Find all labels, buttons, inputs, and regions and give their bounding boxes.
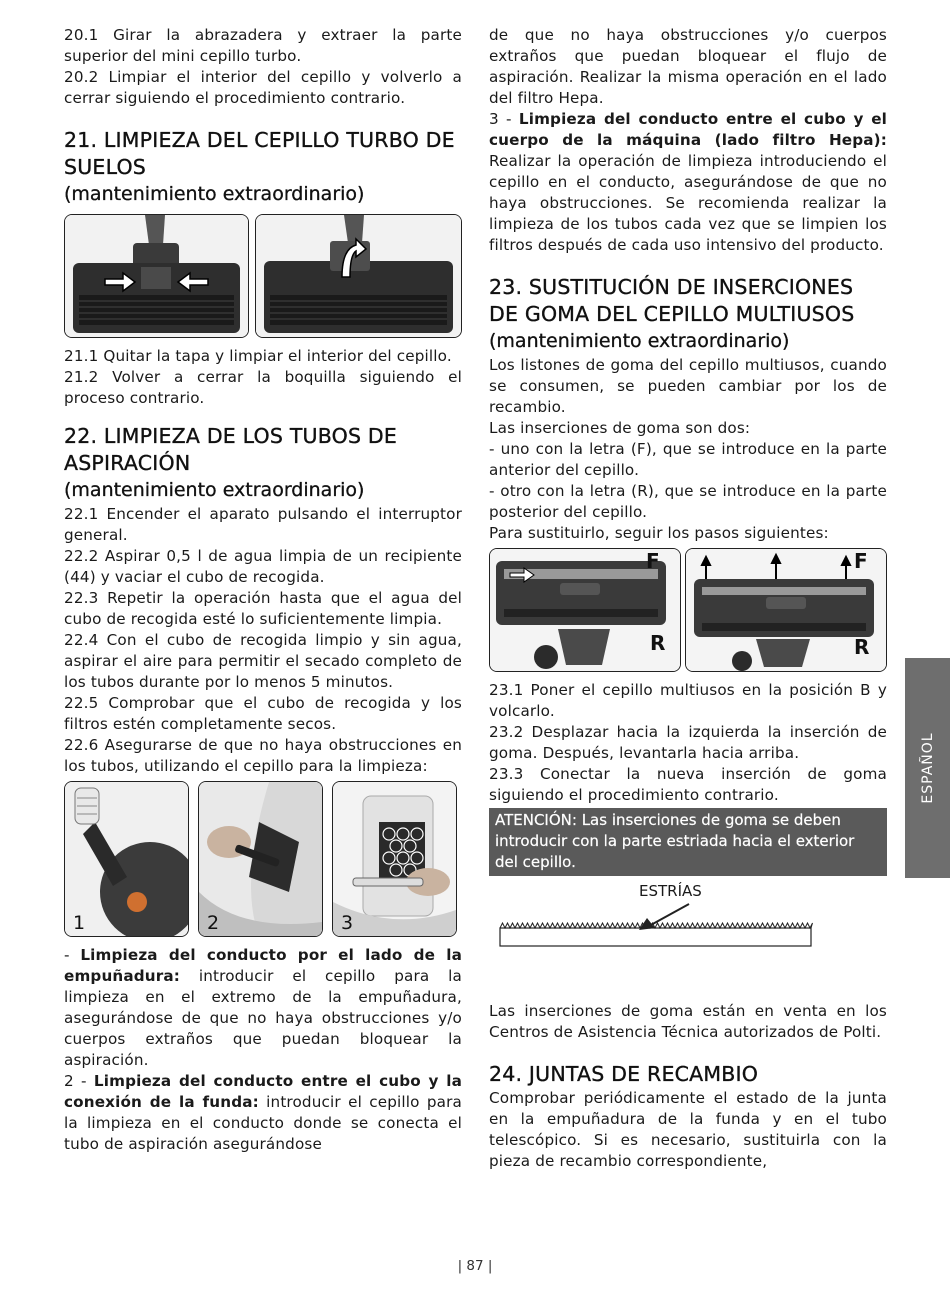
- section-22-title: 22. LIMPIEZA DE LOS TUBOS DE ASPIRACIÓN: [64, 424, 398, 475]
- right-column: [489, 25, 887, 1172]
- step-3-heading: Limpieza del conducto entre el cubo y el cuerpo de la máquina (lado filtro Hepa):: [489, 110, 887, 149]
- multipurpose-brush-photos: [489, 548, 887, 672]
- paragraph-23-front: - uno con la letra (F), que se introduce en la parte anterior del cepillo.: [489, 440, 887, 479]
- label-r-b: R: [854, 635, 870, 659]
- section-24-title: 24. JUNTAS DE RECAMBIO: [489, 1062, 759, 1086]
- turbo-brush-photo-lid: [255, 214, 462, 338]
- section-22-subtitle: (mantenimiento extraordinario): [64, 479, 365, 501]
- step-1-prefix: -: [64, 946, 81, 964]
- paragraph-22-3: 22.3 Repetir la operación hasta que el agua del cubo de recogida esté lo suficientemente limpia.: [64, 589, 462, 628]
- paragraph-23-intro: Los listones de goma del cepillo multiusos, cuando se consumen, se pueden cambiar por los de recambio.: [489, 356, 887, 416]
- paragraph-23-steps: Para sustituirlo, seguir los pasos siguientes:: [489, 524, 829, 542]
- label-r-a: R: [650, 631, 666, 655]
- paragraph-23-1: 23.1 Poner el cepillo multiusos en la posición B y volcarlo.: [489, 681, 887, 720]
- language-tab: [905, 658, 950, 878]
- language-tab-label: ESPAÑOL: [919, 732, 936, 804]
- step-1-text: introducir el cepillo para la limpieza en el extremo de la empuñadura, asegurándose de que no haya obstrucciones y/o cuerpos extraños que puedan bloquear la aspiración.: [64, 967, 462, 1069]
- estrias-label: ESTRÍAS: [639, 882, 702, 900]
- paragraph-23-two: Las inserciones de goma son dos:: [489, 419, 751, 437]
- paragraph-21-1: 21.1 Quitar la tapa y limpiar el interior del cepillo.: [64, 347, 452, 365]
- section-21-title: 21. LIMPIEZA DEL CEPILLO TURBO DE SUELOS: [64, 128, 455, 179]
- label-f-a: F: [646, 549, 660, 573]
- tube-cleaning-photo-3: [332, 781, 457, 937]
- multipurpose-brush-photo-a: [489, 548, 681, 672]
- estrias-diagram: [489, 876, 887, 1001]
- section-23-subtitle: (mantenimiento extraordinario): [489, 330, 790, 352]
- step-1-heading: Limpieza del conducto por el lado de la empuñadura:: [64, 946, 463, 985]
- paragraph-23-3: 23.3 Conectar la nueva inserción de goma siguiendo el procedimiento contrario.: [489, 765, 887, 804]
- step-2-paragraph: [64, 1071, 462, 1155]
- photo-number-2: 2: [207, 912, 220, 934]
- step-2-text: introducir el cepillo para la limpieza en el conducto donde se conecta el tubo de aspiración asegurándose: [64, 1093, 462, 1153]
- paragraph-22-5: 22.5 Comprobar que el cubo de recogida y los filtros estén completamente secos.: [64, 694, 462, 733]
- paragraph-22-2: 22.2 Aspirar 0,5 l de agua limpia de un recipiente (44) y vaciar el cubo de recogida.: [64, 547, 462, 586]
- tube-cleaning-photos: [64, 781, 462, 937]
- tube-cleaning-photo-2: [198, 781, 323, 937]
- paragraph-continued: de que no haya obstrucciones y/o cuerpos extraños que puedan bloquear el flujo de aspiración. Realizar la misma operación en el lado del filtro Hepa.: [489, 26, 887, 107]
- paragraph-20-2: 20.2 Limpiar el interior del cepillo y volverlo a cerrar siguiendo el procedimiento contrario.: [64, 68, 462, 107]
- photo-number-3: 3: [341, 912, 354, 934]
- left-column: [64, 25, 462, 1155]
- section-23-title: 23. SUSTITUCIÓN DE INSERCIONES DE GOMA DEL CEPILLO MULTIUSOS: [489, 275, 855, 326]
- step-2-prefix: 2 -: [64, 1072, 94, 1090]
- paragraph-22-4: 22.4 Con el cubo de recogida limpio y sin agua, aspirar el aire para permitir el secado completo de los tubos durante por lo menos 5 minutos.: [64, 631, 462, 691]
- paragraph-23-2: 23.2 Desplazar hacia la izquierda la inserción de goma. Después, levantarla hacia arriba.: [489, 723, 887, 762]
- step-3-prefix: 3 -: [489, 110, 519, 128]
- rubber-strip-drawing: [489, 876, 887, 1001]
- paragraph-22-1: 22.1 Encender el aparato pulsando el interruptor general.: [64, 505, 462, 544]
- paragraph-20-1: 20.1 Girar la abrazadera y extraer la parte superior del mini cepillo turbo.: [64, 26, 462, 65]
- section-21-subtitle: (mantenimiento extraordinario): [64, 183, 365, 205]
- tube-cleaning-photo-1: [64, 781, 189, 937]
- turbo-brush-photos: [64, 214, 462, 338]
- label-f-b: F: [854, 549, 868, 573]
- step-3-paragraph: [489, 109, 887, 256]
- paragraph-24: Comprobar periódicamente el estado de la junta en la empuñadura de la funda y en el tubo telescópico. Si es necesario, sustituirla con la pieza de recambio correspondiente,: [489, 1089, 887, 1170]
- step-2-heading: Limpieza del conducto entre el cubo y la conexión de la funda:: [64, 1072, 462, 1111]
- paragraph-23-sale: Las inserciones de goma están en venta en los Centros de Asistencia Técnica autorizados de Polti.: [489, 1002, 887, 1041]
- photo-number-1: 1: [73, 912, 86, 934]
- page-number: | 87 |: [457, 1258, 493, 1274]
- turbo-brush-photo-open: [64, 214, 249, 338]
- multipurpose-brush-photo-b: [685, 548, 887, 672]
- step-1-paragraph: [64, 945, 462, 1071]
- paragraph-21-2: 21.2 Volver a cerrar la boquilla siguiendo el proceso contrario.: [64, 368, 462, 407]
- paragraph-22-6: 22.6 Asegurarse de que no haya obstrucciones en los tubos, utilizando el cepillo para la limpieza:: [64, 736, 462, 775]
- attention-box: ATENCIÓN: Las inserciones de goma se deben introducir con la parte estriada hacia el exterior del cepillo.: [489, 808, 887, 876]
- step-3-text: Realizar la operación de limpieza introduciendo el cepillo en el conducto, asegurándose de que no haya obstrucciones. Se recomienda realizar la limpieza de los tubos cada vez que se limpien los filtros después de cada uso intensivo del producto.: [489, 152, 887, 254]
- paragraph-23-rear: - otro con la letra (R), que se introduce en la parte posterior del cepillo.: [489, 482, 887, 521]
